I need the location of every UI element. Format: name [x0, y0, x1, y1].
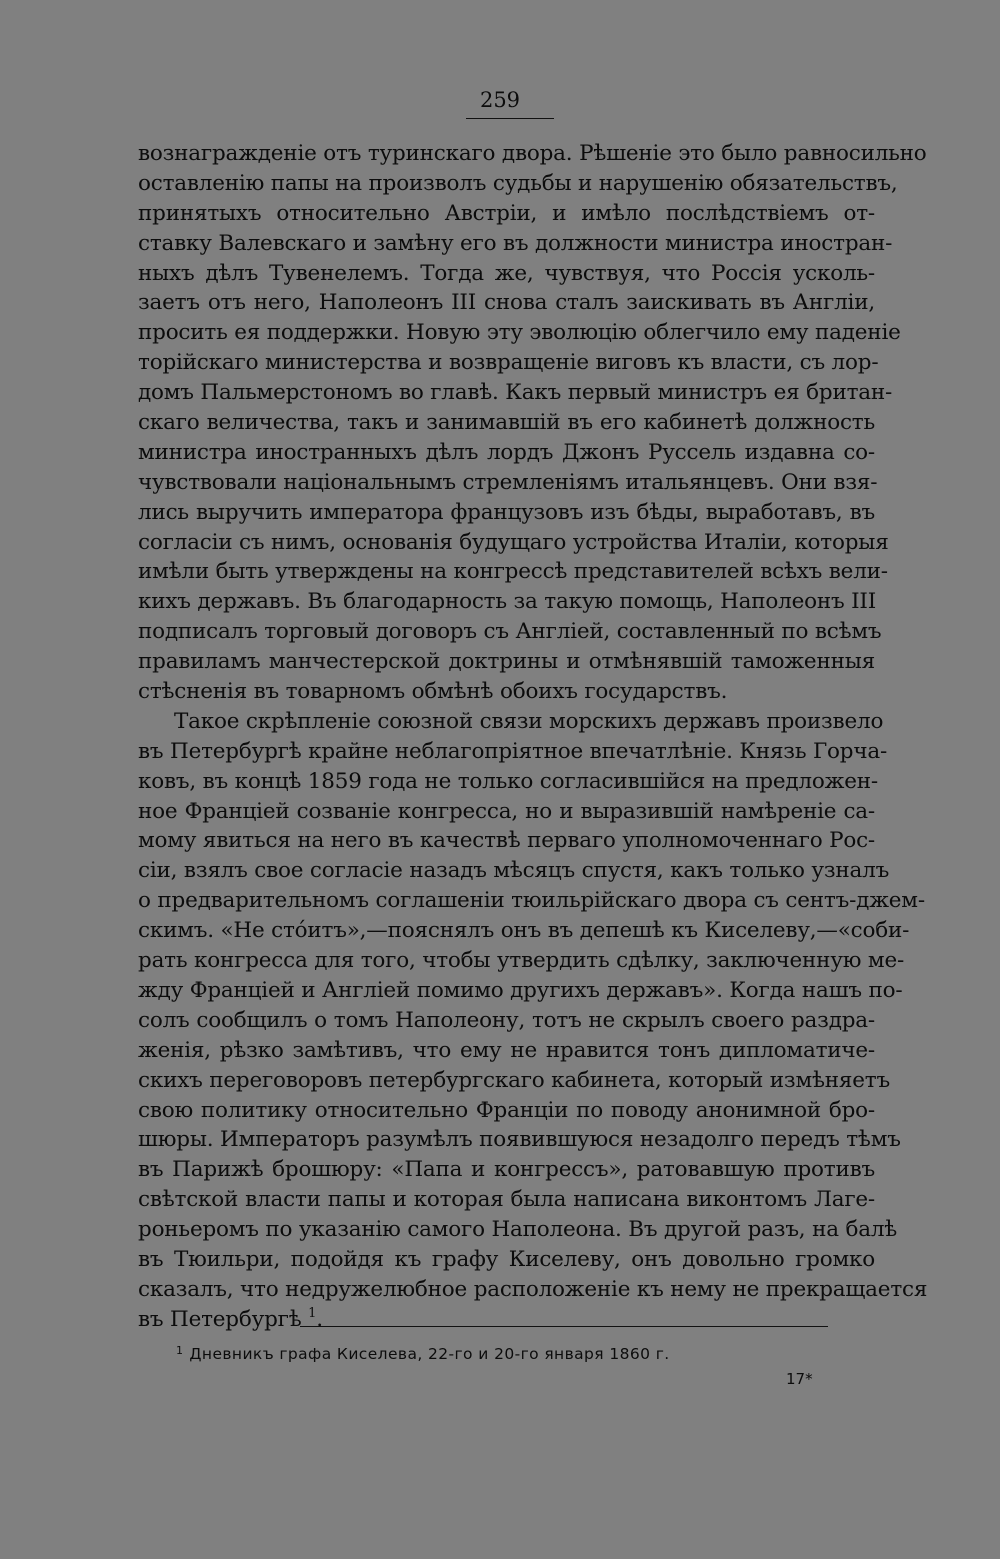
- line-text: подписалъ торговый договоръ съ Англіей, составленный по всѣмъ: [138, 619, 882, 645]
- line-text: въ Петербургѣ: [138, 1306, 302, 1332]
- paragraph-1: [138, 139, 927, 707]
- body-text: [138, 139, 928, 1335]
- text-line: [138, 1215, 898, 1245]
- line-text: роньеромъ по указанію самого Наполеона. Въ другой разъ, на балѣ: [138, 1217, 898, 1243]
- text-line: [138, 797, 875, 827]
- text-line: [138, 1155, 875, 1185]
- text-line: [138, 856, 890, 886]
- footnote-reference[interactable]: 1: [308, 1305, 317, 1321]
- text-line: [138, 767, 878, 797]
- text-line: [138, 408, 875, 438]
- text-line: [138, 677, 875, 707]
- text-line: [138, 318, 901, 348]
- text-line: [138, 528, 889, 558]
- text-line: [138, 916, 910, 946]
- line-text: скимъ. «Не стóитъ»,—пояснялъ онъ въ депешѣ къ Киселеву,—«соби-: [138, 918, 910, 944]
- text-line: [138, 946, 905, 976]
- text-line: [138, 1036, 875, 1066]
- text-line: [138, 557, 888, 587]
- text-line: [138, 647, 875, 677]
- line-text: правиламъ манчестерской доктрины и отмѣнявшій таможенныя: [138, 649, 875, 675]
- line-text: принятыхъ относительно Австріи, и имѣло послѣдствіемъ от-: [138, 200, 875, 226]
- line-text: заетъ отъ него, Наполеонъ III снова сталъ заискивать въ Англіи,: [138, 290, 875, 316]
- text-line: [138, 1305, 875, 1335]
- text-line: [138, 737, 888, 767]
- line-text: въ Парижѣ брошюру: «Папа и конгрессъ», ратовавшую противъ: [138, 1157, 875, 1183]
- line-text: ковъ, въ концѣ 1859 года не только согласившійся на предложен-: [138, 768, 878, 794]
- text-line: [138, 259, 875, 289]
- paragraph-2: [138, 707, 928, 1335]
- line-text: скаго величества, такъ и занимавшій въ его кабинетѣ должность: [138, 410, 875, 436]
- line-text: министра иностранныхъ дѣлъ лордъ Джонъ Руссель издавна со-: [138, 439, 875, 465]
- line-text: скихъ переговоровъ петербургскаго кабинета, который измѣняетъ: [138, 1067, 890, 1093]
- page-number-rule: [466, 118, 554, 119]
- line-text: лись выручить императора французовъ изъ бѣды, выработавъ, въ: [138, 499, 875, 525]
- text-line: [138, 826, 875, 856]
- text-line: [138, 1185, 875, 1215]
- text-line: [138, 378, 893, 408]
- line-text: стѣсненія въ товарномъ обмѣнѣ обоихъ государствъ.: [138, 679, 728, 705]
- line-text: кихъ державъ. Въ благодарность за такую помощь, Наполеонъ III: [138, 589, 877, 615]
- signature-mark: 17*: [786, 1370, 813, 1388]
- text-line: [138, 1245, 875, 1275]
- line-text: ное Франціей созваніе конгресса, но и выразившій намѣреніе са-: [138, 798, 875, 824]
- text-line: [138, 348, 879, 378]
- line-text: согласіи съ нимъ, основанія будущаго устройства Италіи, которыя: [138, 529, 889, 555]
- text-line: [138, 617, 882, 647]
- line-text: шюры. Императоръ разумѣлъ появившуюся незадолго передъ тѣмъ: [138, 1127, 901, 1153]
- line-text: свѣтской власти папы и которая была написана виконтомъ Лаге-: [138, 1187, 875, 1213]
- text-line: [138, 886, 925, 916]
- text-line: [138, 468, 878, 498]
- footnote: [176, 1340, 670, 1365]
- line-text: ныхъ дѣлъ Тувенелемъ. Тогда же, чувствуя, что Россія усколь-: [138, 260, 875, 286]
- text-line: [138, 707, 884, 737]
- line-text: чувствовали національнымъ стремленіямъ итальянцевъ. Они взя-: [138, 469, 878, 495]
- line-text: мому явиться на него въ качествѣ перваго уполномоченнаго Рос-: [138, 828, 875, 854]
- line-text: жду Франціей и Англіей помимо другихъ державъ». Когда нашъ по-: [138, 977, 903, 1003]
- line-text: сіи, взялъ свое согласіе назадъ мѣсяцъ спустя, какъ только узналъ: [138, 858, 890, 884]
- line-text: ставку Валевскаго и замѣну его въ должности министра иностран-: [138, 230, 893, 256]
- text-line: [138, 169, 898, 199]
- line-text: вознагражденіе отъ туринскаго двора. Рѣшеніе это было равносильно: [138, 141, 927, 166]
- line-text: женія, рѣзко замѣтивъ, что ему не нравится тонъ дипломатиче-: [138, 1037, 875, 1063]
- line-text: домъ Пальмерстономъ во главѣ. Какъ первый министръ ея британ-: [138, 380, 893, 406]
- line-text: свою политику относительно Франціи по поводу анонимной бро-: [138, 1097, 875, 1123]
- line-text: въ Петербургѣ крайне неблагопріятное впечатлѣніе. Князь Горча-: [138, 738, 888, 764]
- text-line: [138, 1066, 890, 1096]
- line-text: торійскаго министерства и возвращеніе виговъ къ власти, съ лор-: [138, 350, 879, 376]
- line-text: сказалъ, что недружелюбное расположеніе къ нему не прекращается: [138, 1276, 928, 1302]
- text-line: [138, 229, 893, 259]
- text-line: [138, 498, 875, 528]
- line-text: просить ея поддержки. Новую эту эволюцію облегчило ему паденіе: [138, 320, 901, 346]
- line-text: въ Тюильри, подойдя къ графу Киселеву, онъ довольно громко: [138, 1246, 875, 1272]
- text-line: [138, 976, 903, 1006]
- line-text: имѣли быть утверждены на конгрессѣ представителей всѣхъ вели-: [138, 559, 888, 585]
- footnote-mark: 1: [176, 1344, 184, 1357]
- final-punctuation: .: [316, 1306, 323, 1332]
- text-line: [138, 288, 875, 318]
- text-line: [138, 139, 927, 169]
- text-line: [138, 587, 875, 617]
- text-line: [138, 1006, 875, 1036]
- line-text: Такое скрѣпленіе союзной связи морскихъ державъ произвело: [174, 708, 884, 734]
- text-line: [138, 1275, 928, 1305]
- footnote-rule: [300, 1326, 828, 1327]
- line-text: солъ сообщилъ о томъ Наполеону, тотъ не скрылъ своего раздра-: [138, 1007, 875, 1033]
- line-text: рать конгресса для того, чтобы утвердить сдѣлку, заключенную ме-: [138, 948, 905, 974]
- line-text: оставленію папы на произволъ судьбы и нарушенію обязательствъ,: [138, 170, 898, 196]
- page-number: 259: [479, 88, 521, 112]
- text-line: [138, 438, 875, 468]
- text-line: [138, 1096, 875, 1126]
- line-text: о предварительномъ соглашеніи тюильрійскаго двора съ сентъ-джем-: [138, 888, 925, 914]
- footnote-text: Дневникъ графа Киселева, 22-го и 20-го января 1860 г.: [189, 1345, 670, 1363]
- text-line: [138, 199, 875, 229]
- text-line: [138, 1125, 901, 1155]
